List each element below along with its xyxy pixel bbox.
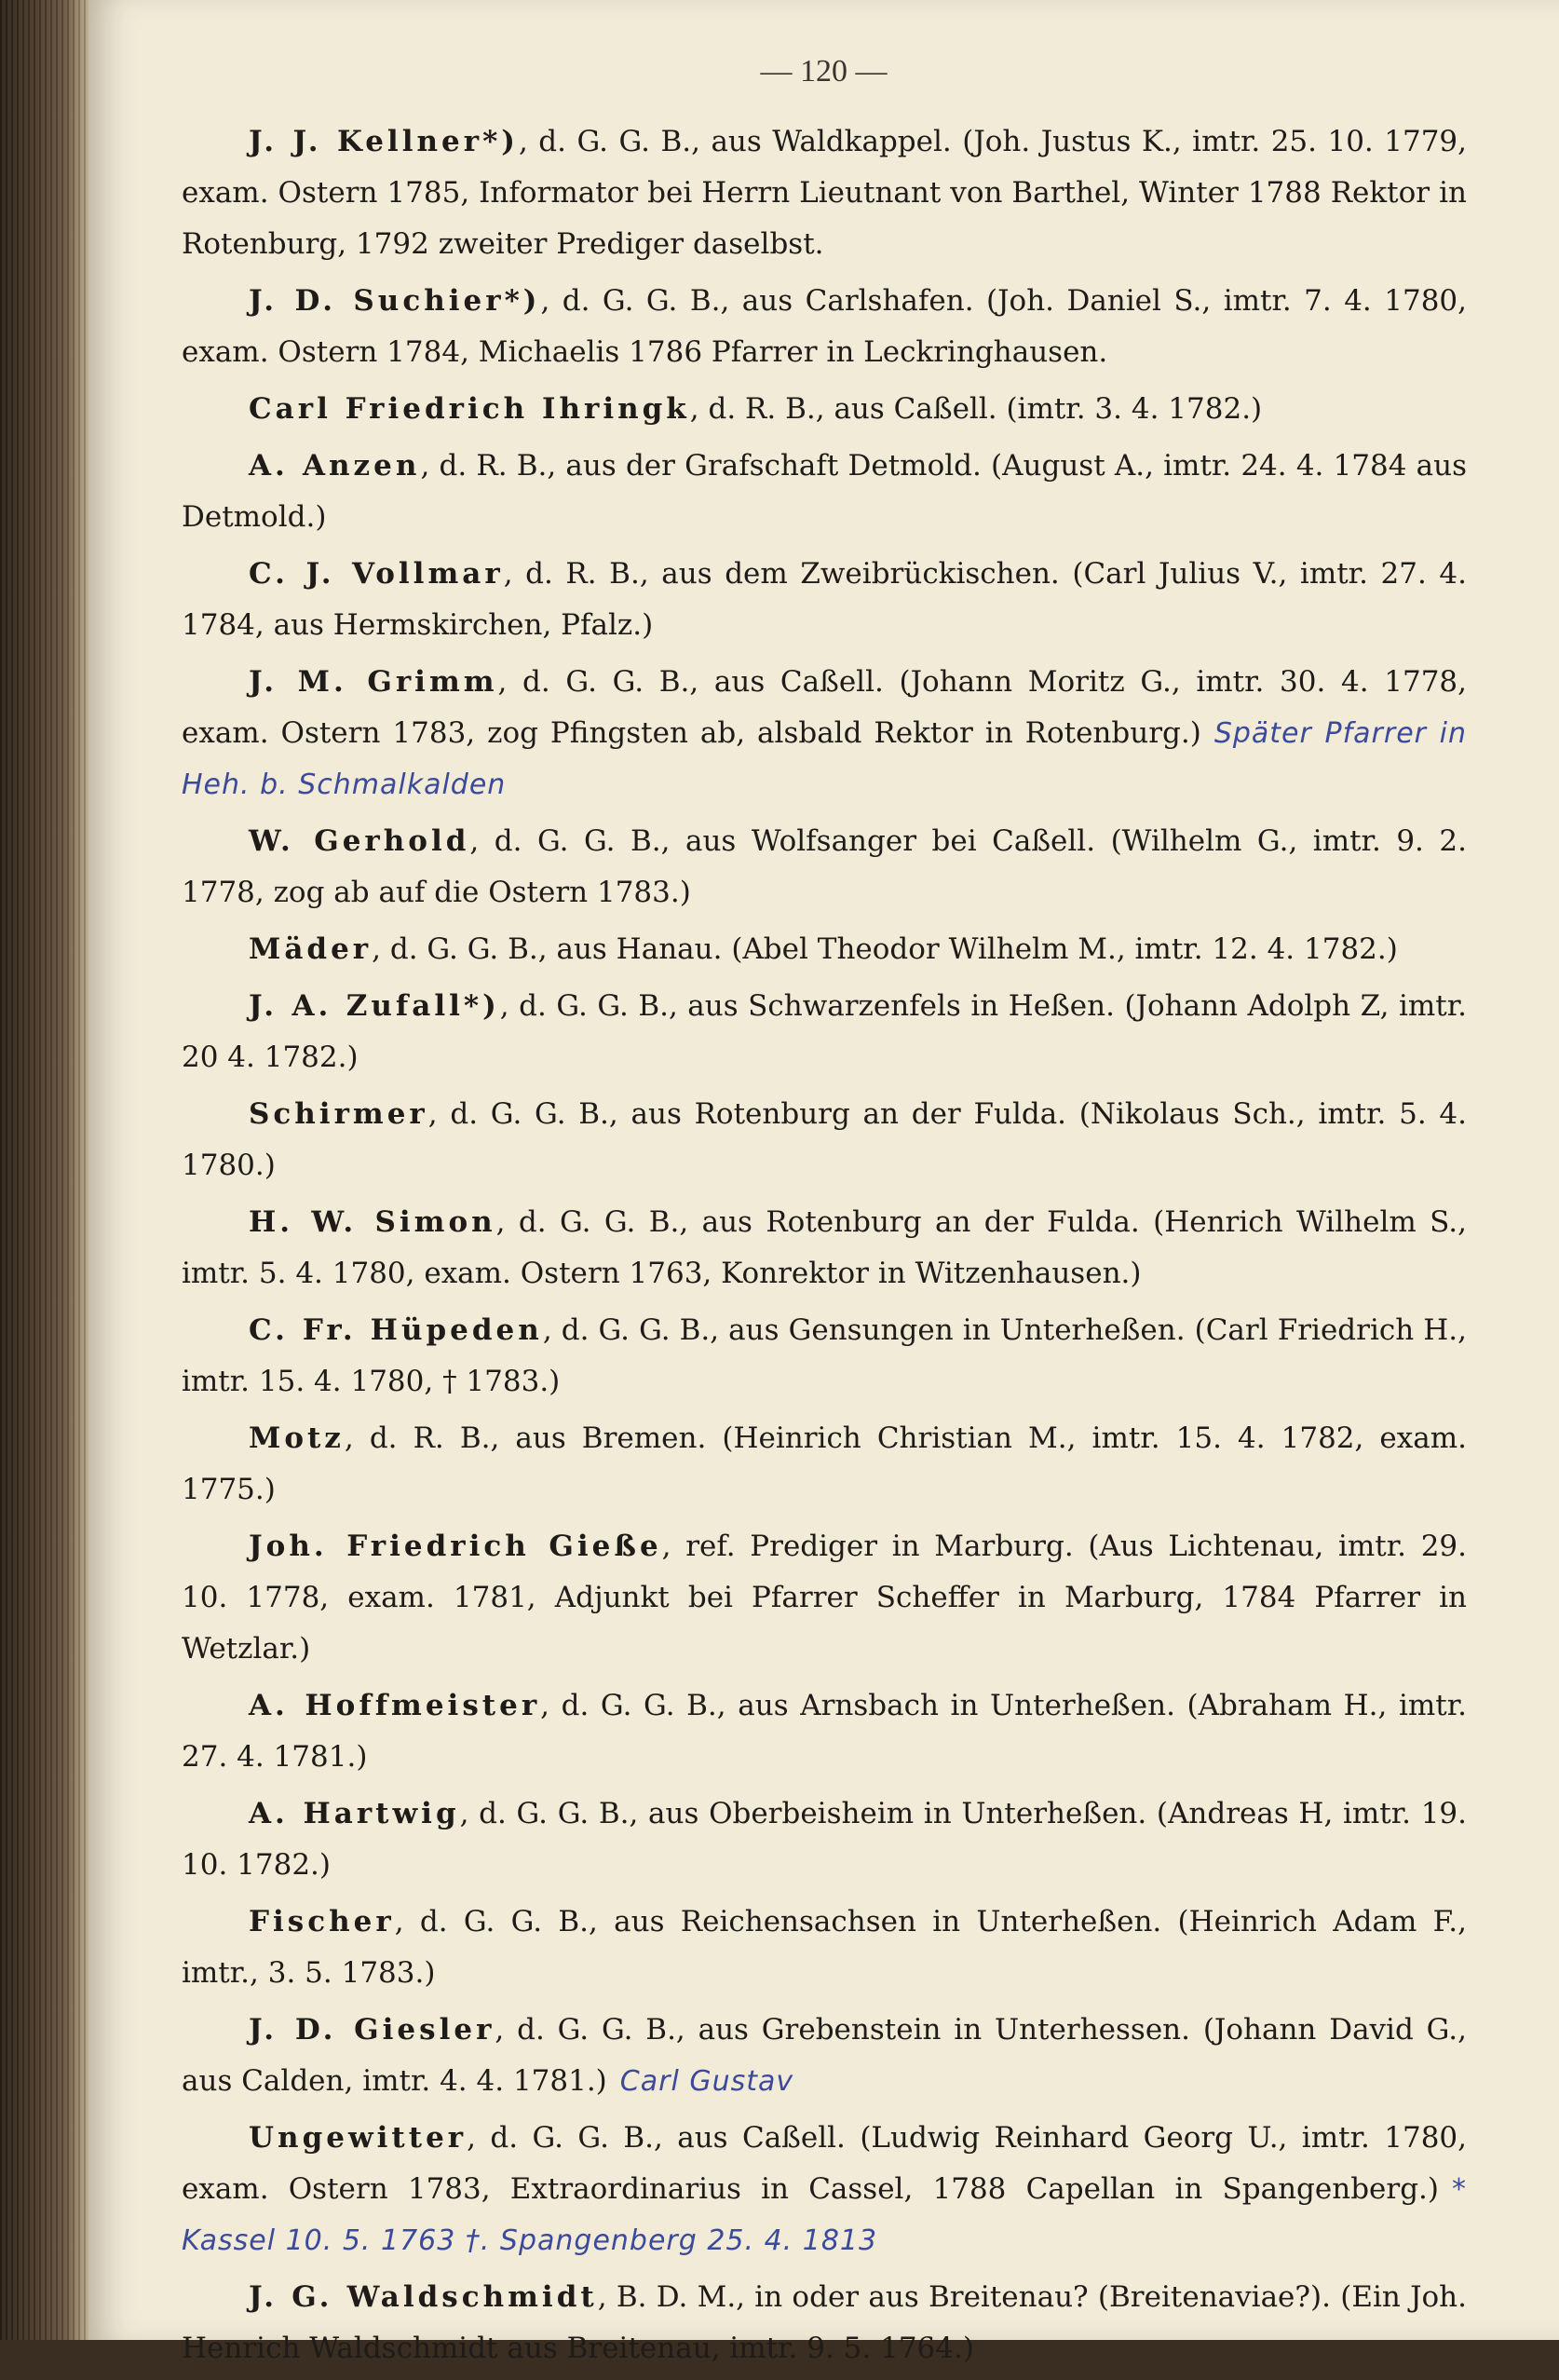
entry-name: Motz	[249, 1421, 345, 1455]
register-entry	[182, 816, 1467, 918]
entry-text: , ref. Prediger in Marburg. (Aus Lichtenau, imtr. 29. 10. 1778, exam. 1781, Adjunkt bei Pfarrer Scheffer in Marburg, 1784 Pfarrer in Wetzlar.)	[182, 1530, 1467, 1666]
entry-text: , d. G. G. B., aus Arnsbach in Unterheßen. (Abraham H., imtr. 27. 4. 1781.)	[182, 1689, 1467, 1774]
entry-name: Fischer	[249, 1905, 395, 1938]
entry-name: J. A. Zufall*)	[249, 989, 500, 1023]
register-entry	[182, 1521, 1467, 1675]
register-entry	[182, 657, 1467, 810]
register-entry	[182, 1788, 1467, 1891]
register-entry	[182, 1305, 1467, 1408]
book-spine	[0, 0, 102, 2340]
entry-text: , d. G. G. B., aus Wolfsanger bei Caßell. (Wilhelm G., imtr. 9. 2. 1778, zog ab auf die Ostern 1783.)	[182, 824, 1467, 909]
entry-text: , d. R. B., aus der Grafschaft Detmold. (August A., imtr. 24. 4. 1784 aus Detmold.)	[182, 449, 1468, 534]
entry-name: Schirmer	[249, 1097, 428, 1131]
entry-text: , d. G. G. B., aus Waldkappel. (Joh. Justus K., imtr. 25. 10. 1779, exam. Ostern 1785, Informator bei Herrn Lieutnant von Barthel, Winter 1788 Rektor in Rotenburg, 1792 zweiter Prediger daselbst.	[182, 125, 1468, 261]
entry-name: Carl Friedrich Ihringk	[249, 392, 690, 426]
entry-name: J. D. Suchier*)	[249, 284, 541, 318]
entry-text: , d. R. B., aus Caßell. (imtr. 3. 4. 1782.)	[689, 392, 1263, 426]
entry-text: , d. R. B., aus Bremen. (Heinrich Christian M., imtr. 15. 4. 1782, exam. 1775.)	[182, 1421, 1467, 1506]
entry-text: , d. G. G. B., aus Carlshafen. (Joh. Daniel S., imtr. 7. 4. 1780, exam. Ostern 1784, Michaelis 1786 Pfarrer in Leckringhausen.	[182, 284, 1467, 369]
entry-name: A. Hoffmeister	[249, 1689, 541, 1722]
entry-text: , d. G. G. B., aus Schwarzenfels in Heßen. (Johann Adolph Z, imtr. 20 4. 1782.)	[182, 989, 1467, 1074]
handwritten-annotation: Später Pfarrer in Heh. b. Schmalkalden	[182, 717, 1467, 801]
page-content	[182, 116, 1467, 2380]
register-entry	[182, 276, 1467, 378]
register-entry	[182, 2005, 1467, 2107]
entry-name: C. J. Vollmar	[249, 557, 504, 591]
register-entry	[182, 924, 1467, 975]
entry-text: , d. G. G. B., aus Caßell. (Ludwig Reinhard Georg U., imtr. 1780, exam. Ostern 1783, Extraordinarius in Cassel, 1788 Capellan in Spangenberg.)	[182, 2121, 1467, 2206]
entry-name: Ungewitter	[249, 2121, 468, 2155]
entry-name: C. Fr. Hüpeden	[249, 1313, 543, 1347]
entry-text: , d. R. B., aus dem Zweibrückischen. (Carl Julius V., imtr. 27. 4. 1784, aus Hermskirchen, Pfalz.)	[182, 557, 1467, 642]
register-entry	[182, 1897, 1467, 1999]
register-entry	[182, 2113, 1467, 2266]
entry-name: H. W. Simon	[249, 1205, 496, 1239]
entry-text: , d. G. G. B., aus Oberbeisheim in Unterheßen. (Andreas H, imtr. 19. 10. 1782.)	[182, 1797, 1467, 1882]
entry-name: J. D. Giesler	[249, 2013, 495, 2047]
entry-name: Mäder	[249, 932, 373, 966]
register-entry	[182, 549, 1467, 651]
entry-name: Joh. Friedrich Gieße	[249, 1530, 662, 1563]
register-entry	[182, 1089, 1467, 1191]
entry-text: , d. G. G. B., aus Rotenburg an der Fulda. (Henrich Wilhelm S., imtr. 5. 4. 1780, exam. Ostern 1763, Konrektor in Witzenhausen.)	[182, 1205, 1467, 1290]
entry-text: , d. G. G. B., aus Rotenburg an der Fulda. (Nikolaus Sch., imtr. 5. 4. 1780.)	[182, 1097, 1467, 1182]
entry-name: W. Gerhold	[249, 824, 470, 858]
register-entry	[182, 116, 1467, 270]
register-entry	[182, 1197, 1467, 1299]
handwritten-annotation: Carl Gustav	[619, 2065, 794, 2098]
register-entry	[182, 1413, 1467, 1516]
entry-name: J. M. Grimm	[249, 665, 498, 699]
entry-name: A. Hartwig	[249, 1797, 460, 1830]
entry-name: J. J. Kellner*)	[249, 125, 519, 158]
entry-text: , B. D. M., in oder aus Breitenau? (Breitenaviae?). (Ein Joh. Henrich Waldschmidt aus Breitenau, imtr. 9. 5. 1764.)	[182, 2280, 1467, 2365]
register-entry	[182, 981, 1467, 1083]
entry-text: , d. G. G. B., aus Caßell. (Johann Moritz G., imtr. 30. 4. 1778, exam. Ostern 1783, zog Pfingsten ab, alsbald Rektor in Rotenburg.)	[182, 665, 1467, 750]
register-entry	[182, 384, 1467, 435]
page	[88, 0, 1559, 2365]
handwritten-annotation: * Kassel 10. 5. 1763 †. Spangenberg 25. 4. 1813	[182, 2173, 1467, 2257]
entry-text: , d. G. G. B., aus Grebenstein in Unterhessen. (Johann David G., aus Calden, imtr. 4. 4. 1781.)	[182, 2013, 1468, 2098]
register-entry	[182, 2272, 1467, 2374]
entry-text: , d. G. G. B., aus Hanau. (Abel Theodor Wilhelm M., imtr. 12. 4. 1782.)	[372, 932, 1398, 966]
register-entry	[182, 441, 1467, 543]
entry-text: , d. G. G. B., aus Reichensachsen in Unterheßen. (Heinrich Adam F., imtr., 3. 5. 1783.)	[182, 1905, 1467, 1990]
register-entry	[182, 1680, 1467, 1783]
entry-name: J. G. Waldschmidt	[249, 2280, 598, 2314]
entry-name: A. Anzen	[249, 449, 421, 483]
entry-text: , d. G. G. B., aus Gensungen in Unterheßen. (Carl Friedrich H., imtr. 15. 4. 1780, † 1783.)	[182, 1313, 1467, 1398]
page-number: — 120 —	[760, 54, 888, 88]
